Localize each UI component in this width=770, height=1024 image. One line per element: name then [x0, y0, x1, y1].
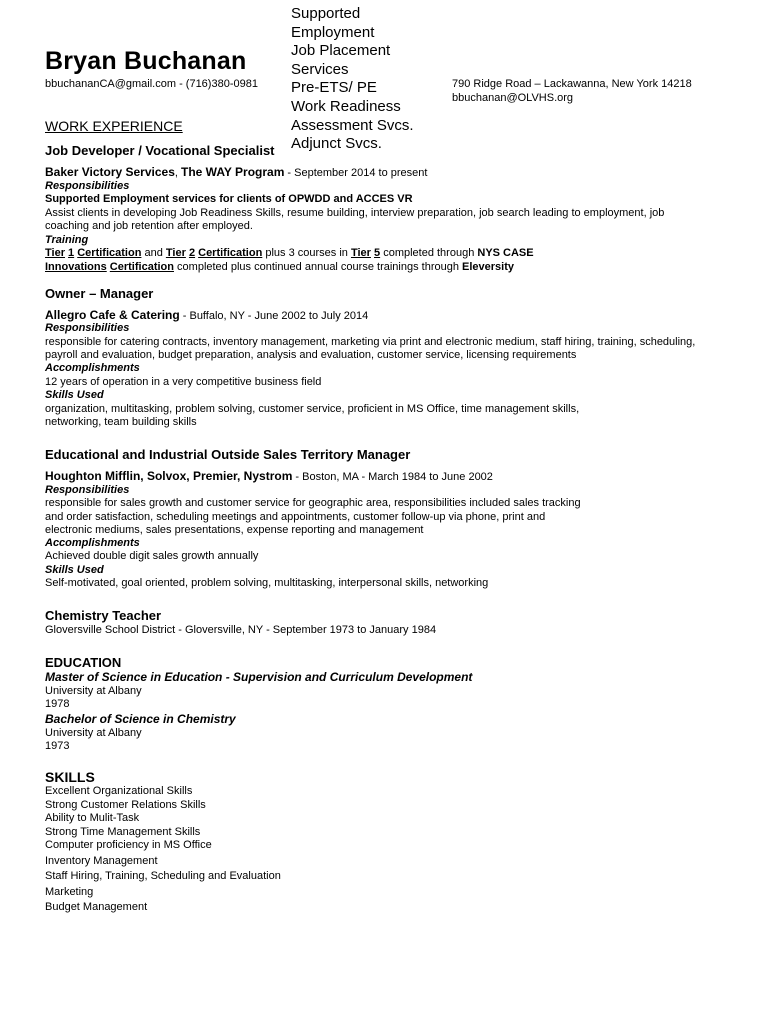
address-line: 790 Ridge Road – Lackawanna, New York 14218 [452, 78, 692, 90]
tier-text: Tier [45, 247, 65, 259]
resume-name: Bryan Buchanan [45, 47, 247, 75]
job-title: Educational and Industrial Outside Sales Territory Manager [45, 447, 411, 462]
responsibility-text: and order satisfaction, scheduling meetings and appointments, customer follow-up via phone, print and [45, 511, 546, 523]
separator: , [174, 167, 181, 179]
training-text: completed plus continued annual course trainings through [173, 261, 463, 273]
skill-item: Inventory Management [45, 855, 158, 867]
eleversity-text: Eleversity [462, 261, 514, 273]
skills-used-label: Skills Used [45, 564, 104, 576]
tier-number: 2 [188, 247, 196, 259]
job-dates: - Buffalo, NY - June 2002 to July 2014 [179, 310, 369, 322]
responsibility-text: electronic mediums, sales presentations, expense reporting and management [45, 524, 424, 536]
training-text: plus 3 courses in [262, 247, 351, 259]
employer-line [45, 308, 368, 322]
service-item: Adjunct Svcs. [291, 135, 382, 153]
responsibilities-label: Responsibilities [45, 180, 130, 192]
skill-item: Strong Time Management Skills [45, 826, 201, 838]
employer-line [45, 469, 493, 483]
certification-text: Certification [77, 247, 142, 259]
accomplishment-text: Achieved double digit sales growth annually [45, 550, 259, 562]
certification-text: Certification [198, 247, 263, 259]
skill-item: Computer proficiency in MS Office [45, 839, 212, 851]
responsibility-text: coaching and job retention after employed. [45, 220, 253, 232]
job-title: Owner – Manager [45, 286, 154, 301]
innovations-text: Innovations [45, 261, 107, 273]
service-item: Pre-ETS/ PE [291, 79, 377, 97]
skill-item: Ability to Mulit-Task [45, 812, 140, 824]
skills-used-label: Skills Used [45, 389, 104, 401]
responsibility-text: responsible for sales growth and customer service for geographic area, responsibilities included sales tracking [45, 497, 581, 509]
graduation-year: 1978 [45, 698, 70, 710]
service-item: Services [291, 60, 349, 78]
employer-line: Gloversville School District - Gloversville, NY - September 1973 to January 1984 [45, 624, 437, 636]
tier-text: Tier [165, 247, 186, 259]
degree-title: Master of Science in Education - Supervision and Curriculum Development [45, 670, 473, 684]
school-name: University at Albany [45, 685, 142, 697]
school-name: University at Albany [45, 727, 142, 739]
tier-text: Tier [350, 247, 371, 259]
tier-number: 5 [374, 247, 381, 259]
accomplishments-label: Accomplishments [45, 537, 140, 549]
service-item: Job Placement [291, 42, 391, 60]
employer-line [45, 165, 427, 179]
responsibilities-label: Responsibilities [45, 322, 130, 334]
skill-item: Excellent Organizational Skills [45, 785, 193, 797]
employer-name: Houghton Mifflin, Solvox, Premier, Nystrom [45, 469, 293, 483]
address-block [452, 77, 692, 105]
services-list [291, 5, 431, 154]
training-text: and [141, 247, 166, 259]
employer-name: Baker Victory Services [45, 165, 175, 179]
contact-line: bbuchananCA@gmail.com - (716)380-0981 [45, 78, 258, 90]
training-label: Training [45, 234, 89, 246]
work-experience-heading: WORK EXPERIENCE [45, 118, 183, 134]
job-title: Chemistry Teacher [45, 608, 162, 623]
skills-used-text: networking, team building skills [45, 416, 197, 428]
responsibilities-label: Responsibilities [45, 484, 130, 496]
responsibility-text: responsible for catering contracts, inventory management, marketing via print and electronic medium, staff hiring, training, scheduling, [45, 336, 696, 348]
service-item: Supported [291, 5, 361, 22]
skills-used-text: Self-motivated, goal oriented, problem solving, multitasking, interpersonal skills, networking [45, 577, 489, 589]
degree-title: Bachelor of Science in Chemistry [45, 712, 236, 726]
graduation-year: 1973 [45, 740, 70, 752]
training-line [45, 247, 534, 261]
responsibility-text: payroll and evaluation, budget preparation, analysis and evaluation, customer service, licensing requirements [45, 349, 577, 361]
certification-text: Certification [109, 261, 174, 273]
service-item: Work Readiness [291, 97, 401, 115]
training-text: completed through [380, 247, 478, 259]
job-dates: - September 2014 to present [284, 167, 428, 179]
skill-item: Strong Customer Relations Skills [45, 799, 206, 811]
skills-used-text: organization, multitasking, problem solving, customer service, proficient in MS Office, time management skills, [45, 403, 580, 415]
service-item: Employment [291, 23, 375, 41]
skills-heading: SKILLS [45, 769, 95, 785]
program-name: The WAY Program [181, 165, 285, 179]
job-dates: - Boston, MA - March 1984 to June 2002 [292, 471, 493, 483]
education-heading: EDUCATION [45, 655, 122, 670]
service-item: Assessment Svcs. [291, 116, 414, 134]
skill-item: Budget Management [45, 901, 148, 913]
employer-name: Allegro Cafe & Catering [45, 308, 180, 322]
email-line: bbuchanan@OLVHS.org [452, 92, 574, 104]
training-line [45, 261, 514, 275]
responsibility-highlight: Supported Employment services for clients of OPWDD and ACCES VR [45, 193, 413, 205]
accomplishment-text: 12 years of operation in a very competitive business field [45, 376, 322, 388]
skill-item: Staff Hiring, Training, Scheduling and Evaluation [45, 870, 281, 882]
accomplishments-label: Accomplishments [45, 362, 140, 374]
tier-number: 1 [68, 247, 75, 259]
job-title: Job Developer / Vocational Specialist [45, 143, 275, 158]
nys-case-text: NYS CASE [477, 247, 534, 259]
responsibility-text: Assist clients in developing Job Readiness Skills, resume building, interview preparation, job search leading to employment, job [45, 207, 665, 219]
skill-item: Marketing [45, 886, 94, 898]
